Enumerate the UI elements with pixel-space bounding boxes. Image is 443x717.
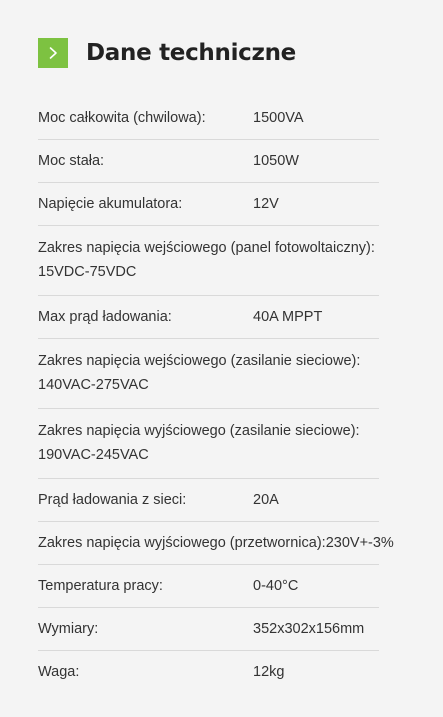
chevron-right-icon[interactable] xyxy=(38,38,68,68)
spec-value: 1500VA xyxy=(253,110,304,126)
spec-label: Prąd ładowania z sieci: xyxy=(38,492,187,508)
spec-label: Max prąd ładowania: xyxy=(38,309,172,325)
spec-value: 15VDC-75VDC xyxy=(38,264,137,280)
spec-row-max-charge-current xyxy=(38,296,379,339)
spec-value: 140VAC-275VAC xyxy=(38,377,149,393)
spec-value: 40A MPPT xyxy=(253,309,323,325)
section-title: Dane techniczne xyxy=(86,40,296,66)
spec-row-grid-input-voltage xyxy=(38,339,379,409)
spec-row-operating-temperature xyxy=(38,565,379,608)
section-header xyxy=(38,38,296,68)
spec-label: Waga: xyxy=(38,664,80,680)
spec-value: 1050W xyxy=(253,153,299,169)
spec-row-total-power xyxy=(38,97,379,140)
spec-row-weight xyxy=(38,651,379,693)
spec-table xyxy=(38,97,394,693)
spec-row-battery-voltage xyxy=(38,183,379,226)
spec-value: 190VAC-245VAC xyxy=(38,447,149,463)
spec-row-dimensions xyxy=(38,608,379,651)
spec-label: Zakres napięcia wyjściowego (zasilanie sieciowe): xyxy=(38,423,360,439)
spec-label: Zakres napięcia wejściowego (panel fotowoltaiczny): xyxy=(38,240,375,256)
spec-row-grid-output-voltage xyxy=(38,409,379,479)
spec-row-inverter-output-voltage xyxy=(38,522,394,565)
spec-label: Wymiary: xyxy=(38,621,99,637)
spec-value: 230V+-3% xyxy=(325,535,394,551)
spec-label: Moc całkowita (chwilowa): xyxy=(38,110,206,126)
spec-label: Moc stała: xyxy=(38,153,105,169)
spec-value: 20A xyxy=(253,492,279,508)
spec-value: 0-40°C xyxy=(253,578,299,594)
spec-value: 12V xyxy=(253,196,279,212)
spec-label: Napięcie akumulatora: xyxy=(38,196,183,212)
spec-label: Zakres napięcia wyjściowego (przetwornica): xyxy=(38,535,326,551)
spec-row-pv-input-voltage xyxy=(38,226,379,296)
spec-value: 12kg xyxy=(253,664,285,680)
spec-label: Temperatura pracy: xyxy=(38,578,163,594)
spec-value: 352x302x156mm xyxy=(253,621,365,637)
spec-row-constant-power xyxy=(38,140,379,183)
spec-row-grid-charge-current xyxy=(38,479,379,522)
spec-label: Zakres napięcia wejściowego (zasilanie sieciowe): xyxy=(38,353,361,369)
